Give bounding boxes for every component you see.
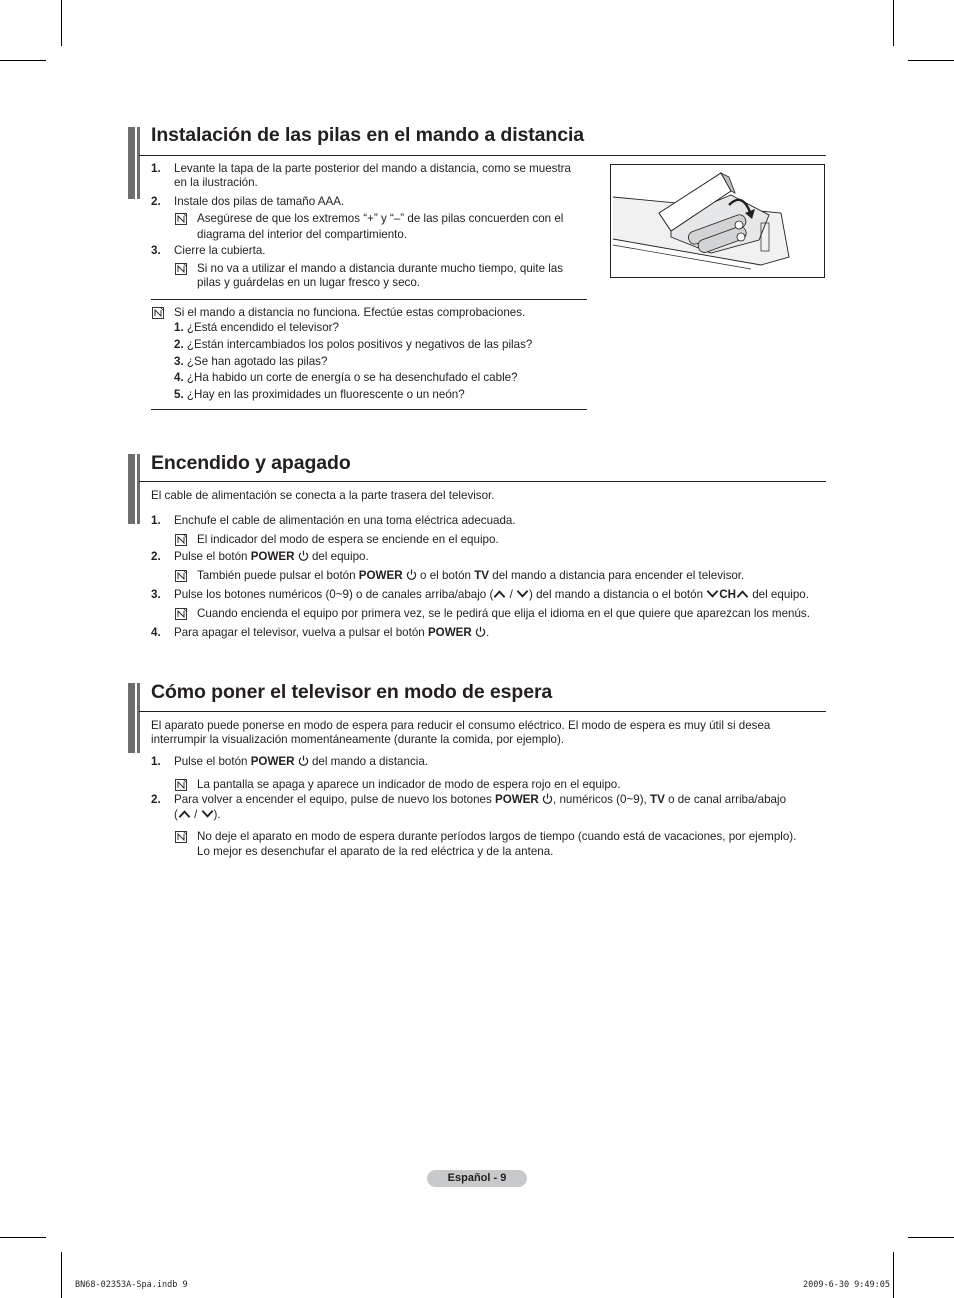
step-text: Cierre la cubierta. [174,244,266,257]
step-number: 3. [151,588,161,601]
note-text: La pantalla se apaga y aparece un indicador de modo de espera rojo en el equipo. [197,778,621,791]
step-text: Instale dos pilas de tamaño AAA. [174,195,345,208]
section-rule [139,155,826,156]
step-text: Pulse el botón POWER del equipo. [174,550,369,563]
intro-text: El aparato puede ponerse en modo de espera para reducir el consumo eléctrico. El modo de espera es muy útil si desea [151,719,771,732]
check-item: 4. ¿Ha habido un corte de energía o se ha desenchufado el cable? [174,371,518,384]
note-text: El indicador del modo de espera se enciende en el equipo. [197,533,499,546]
note-text: Cuando encienda el equipo por primera vez, se le pedirá que elija el idioma en el que quiere que aparezcan los menús. [197,607,810,620]
crop-mark [893,0,894,46]
power-icon [542,793,553,804]
chevron-down-icon [516,589,529,599]
note-icon [175,779,187,791]
power-icon [298,755,309,766]
note-icon [175,263,187,275]
step-number: 4. [151,626,161,639]
crop-mark [61,0,62,46]
note-text: También puede pulsar el botón POWER o el botón TV del mando a distancia para encender el televisor. [197,569,745,582]
section-rule [139,711,826,712]
step-number: 2. [151,793,161,806]
check-item: 5. ¿Hay en las proximidades un fluorescente o un neón? [174,388,465,401]
section-marker [128,683,140,753]
intro-text: El cable de alimentación se conecta a la parte trasera del televisor. [151,489,495,502]
remote-battery-illustration [610,164,825,278]
note-text: No deje el aparato en modo de espera durante períodos largos de tiempo (cuando está de vacaciones, por ejemplo). [197,830,797,843]
step-text: en la ilustración. [174,176,258,189]
check-rule-bottom [151,409,587,410]
step-text: Pulse el botón POWER del mando a distancia. [174,755,428,768]
step-number: 2. [151,550,161,563]
step-text: Pulse los botones numéricos (0~9) o de canales arriba/abajo ( / ) del mando a distancia o el botón CH del equipo. [174,588,809,601]
note-icon [152,307,164,319]
section-title-batteries: Instalación de las pilas en el mando a distancia [151,124,585,146]
note-text: diagrama del interior del compartimiento. [197,228,408,241]
check-item: 2. ¿Están intercambiados los polos positivos y negativos de las pilas? [174,338,533,351]
check-item: 3. ¿Se han agotado las pilas? [174,355,328,368]
step-number: 3. [151,244,161,257]
note-icon [175,570,187,582]
file-info: BN68-02353A-Spa.indb 9 [75,1280,188,1290]
section-title-standby: Cómo poner el televisor en modo de espera [151,681,553,703]
intro-text: interrumpir la visualización momentáneamente (durante la comida, por ejemplo). [151,733,565,746]
section-marker [128,127,140,199]
note-icon [175,608,187,620]
step-text: ( / ). [174,808,221,821]
step-number: 1. [151,755,161,768]
crop-mark [61,1252,62,1298]
note-icon [175,534,187,546]
note-text: Si no va a utilizar el mando a distancia durante mucho tiempo, quite las [197,262,564,275]
section-rule [139,481,826,482]
chevron-down-icon [201,809,214,819]
power-icon [406,569,417,580]
section-title-power: Encendido y apagado [151,452,351,474]
chevron-up-icon [736,589,749,599]
power-icon [475,626,486,637]
print-date: 2009-6-30 9:49:05 [803,1280,890,1290]
step-text: Para apagar el televisor, vuelva a pulsar el botón POWER . [174,626,490,639]
remote-control-image [611,165,824,277]
crop-mark [0,60,46,61]
note-text: Lo mejor es desenchufar el aparato de la red eléctrica y de la antena. [197,845,554,858]
crop-mark [908,60,954,61]
section-marker [128,454,140,524]
note-text: pilas y guárdelas en un lugar fresco y seco. [197,276,420,289]
crop-mark [908,1237,954,1238]
chevron-up-icon [178,809,191,819]
note-icon [175,213,187,225]
step-number: 2. [151,195,161,208]
crop-mark [893,1252,894,1298]
note-icon [175,831,187,843]
power-icon [298,550,309,561]
step-text: Levante la tapa de la parte posterior del mando a distancia, como se muestra [174,162,571,175]
step-text: Para volver a encender el equipo, pulse de nuevo los botones POWER , numéricos (0~9), TV o de canal arriba/abajo [174,793,787,806]
check-rule-top [151,299,587,300]
check-item: 1. ¿Está encendido el televisor? [174,321,339,334]
step-text: Enchufe el cable de alimentación en una toma eléctrica adecuada. [174,514,516,527]
crop-mark [0,1237,46,1238]
check-intro: Si el mando a distancia no funciona. Efectúe estas comprobaciones. [174,306,526,319]
step-number: 1. [151,514,161,527]
note-text: Asegúrese de que los extremos “+” y “–” de las pilas concuerden con el [197,212,564,225]
page-number-badge: Español - 9 [427,1170,527,1187]
step-number: 1. [151,162,161,175]
chevron-down-icon [706,589,719,599]
chevron-up-icon [493,589,506,599]
